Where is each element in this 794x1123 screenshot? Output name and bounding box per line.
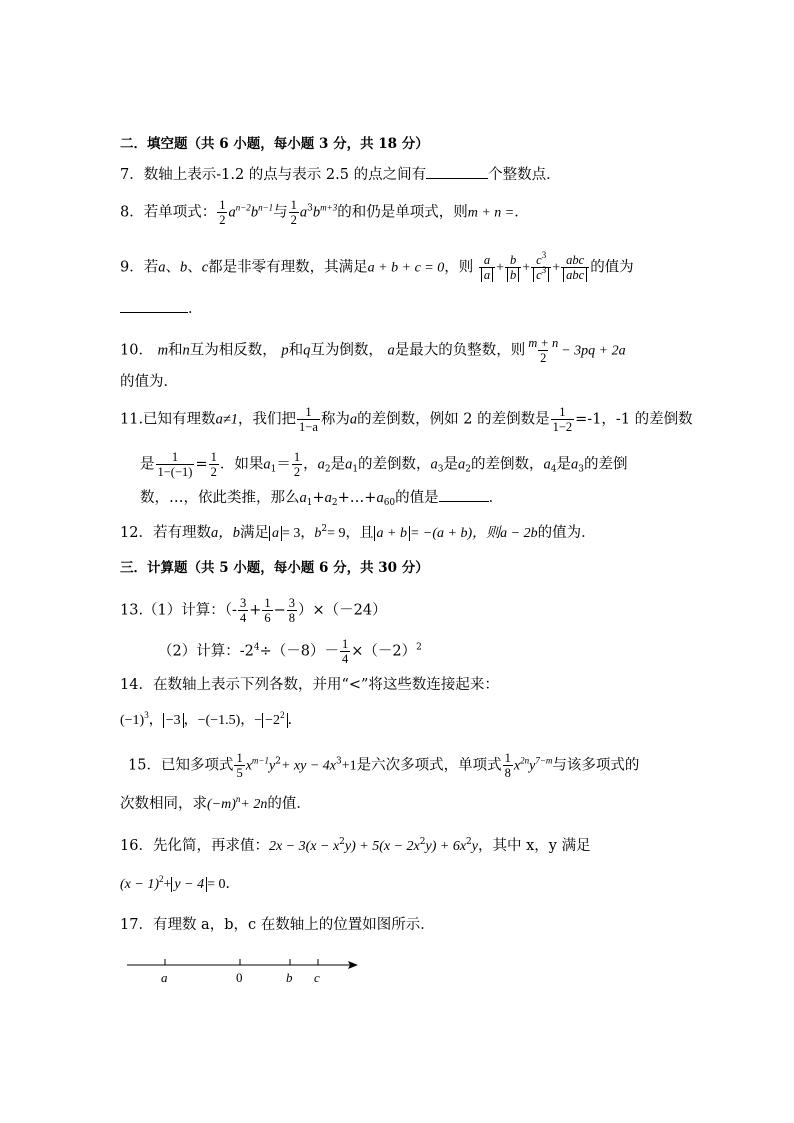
q10-fraction: $\frac{m + n}{2}$ — [528, 336, 559, 365]
section-heading-calculation: 三．计算题（共 5 小题，每小题 6 分，共 30 分） — [120, 560, 429, 576]
q8-frac-2: $\frac{1}{2}$ — [290, 198, 297, 227]
label-a: a — [161, 970, 168, 985]
question-15-line-1: 15．已知多项式 $\frac{1}{5}$ $x^{m-1}y^2+$ xy − $4x^3+1$是六次多项式，单项式 $\frac{1}{8}$ $x^{2n}y^{7-m}$与该多项式的 — [128, 751, 640, 780]
q8-frac-1: $\frac{1}{2}$ — [219, 198, 226, 227]
q9-term-1: $\frac{a}{a}$ — [479, 253, 495, 282]
question-13-part-2: （2）计算：$-2^4\div(-8)-$ $\frac{1}{4}$ $\times(-2)^2$ — [158, 637, 422, 666]
question-8: 8．若单项式： $\frac{1}{2}$ $a^{n-2}b^{n-1}$与 $\frac{1}{2}$ $a^3b^{m+3}$的和仍是单项式，则m + n =． — [120, 198, 529, 227]
question-17: 17．有理数 a，b，c 在数轴上的位置如图所示． — [120, 917, 435, 933]
question-15-line-2: 次数相同，求$(-m)^n+ 2n$的值． — [120, 794, 311, 812]
label-c: c — [314, 970, 320, 985]
q8-number: 8． — [120, 204, 144, 221]
question-14: 14．在数轴上表示下列各数，并用“<”将这些数连接起来： — [120, 677, 499, 693]
q10-line-2: 的值为． — [120, 374, 178, 390]
q7-answer-blank[interactable] — [426, 164, 488, 179]
q12-abs-sum: a + b — [374, 526, 410, 541]
q7-number: 7． — [120, 167, 144, 183]
q7-text: 数轴上表示-1.2 的点与表示 2.5 的点之间有 — [143, 167, 427, 183]
question-14-numbers: $(-1)^3$， −3 ，−(−1.5)，− $-2^2$ ． — [120, 710, 302, 728]
q11-frac-example-2: $\frac{1}{1-(-1)}$ — [157, 450, 193, 479]
q9-term-3: $\frac{c^3}{c^3}$ — [531, 253, 551, 282]
question-16-line-1: 16．先化简，再求值：$2x - 3(x - x^2y) + 5(x - 2x^2y) + 6x^2y$，其中 x，y 满足 — [120, 837, 591, 854]
question-9: 9．若a、b、c都是非零有理数，其满足a + b + c = 0，则 $\frac{a}{a}$ + $\frac{b}{b}$ + $\frac{c^3}{c^3}$ + $\frac{\text{abc}}{\text{abc}}$ 的值为 — [120, 250, 634, 282]
question-13-part-1: 13.（1）计算：（- $\frac{3}{4}$ + $\frac{1}{6}$ − $\frac{3}{8}$ ）×（－24） — [120, 596, 387, 625]
q7-text-end: 个整数点． — [488, 167, 561, 183]
q11-frac-definition: $\frac{1}{1-a}$ — [299, 405, 318, 434]
q9-term-2: $\frac{b}{b}$ — [505, 253, 521, 282]
q8-text-and: 与 — [273, 204, 288, 221]
question-7 — [120, 164, 561, 185]
q12-abs-a: a — [269, 526, 282, 541]
q9-condition: a + b + c = 0 — [367, 260, 445, 276]
question-16-line-2: $(x - 1)^2+ y - 4 = 0$． — [120, 874, 240, 892]
q11-answer-blank[interactable] — [439, 487, 489, 502]
q8-answer-expr: m + n = — [467, 205, 515, 221]
q8-text: 若单项式： — [143, 204, 217, 221]
q9-term-4: $\frac{\text{abc}}{\text{abc}}$ — [561, 253, 589, 282]
label-zero: 0 — [236, 970, 243, 985]
q9-answer-line: ． — [120, 298, 203, 319]
q10-expression: − 3pq + 2a — [561, 343, 626, 359]
q9-number: 9． — [120, 259, 144, 276]
question-11-line-1: 11.已知有理数a≠1，我们把 $\frac{1}{1-a}$ 称为a的差倒数，例如 2 的差倒数是 $\frac{1}{1-2}$ =-1，-1 的差倒数 — [120, 405, 693, 434]
q11-frac-a1: $\frac{1}{2}$ — [293, 450, 301, 479]
label-b: b — [286, 970, 293, 985]
question-10: 10． m和n互为相反数， p和q互为倒数， a是最大的负整数，则 $\frac{m + n}{2}$ − 3pq + 2a — [120, 336, 626, 365]
question-11-line-3: 数，…，依此类推，那么$a_1+a_2+\dots+a_{60}$的值是 ． — [140, 487, 503, 508]
q9-answer-blank[interactable] — [120, 298, 188, 313]
q11-frac-half: $\frac{1}{2}$ — [210, 450, 217, 479]
q10-number: 10． — [120, 342, 153, 359]
q11-frac-example: $\frac{1}{1-2}$ — [552, 405, 573, 434]
q8-text-tail: 的和仍是单项式，则 — [337, 204, 468, 221]
q8-var-a: a — [228, 204, 236, 221]
question-11-line-2: 是 $\frac{1}{1-(-1)}$ = $\frac{1}{2}$ ．如果$a_1=$ $\frac{1}{2}$ ，$a_2$是$a_1$的差倒数，$a_3$是$a_2$的差倒数，$a_4$是$a_3$的差倒 — [140, 450, 628, 479]
number-line — [120, 955, 370, 995]
section-heading-fill-blank: 二．填空题（共 6 小题，每小题 3 分，共 18 分） — [120, 136, 429, 152]
question-12: 12．若有理数a，b满足 a = 3，$b^2= 9$，且 a + b = −(a + b)，则a − 2b的值为． — [120, 524, 596, 541]
